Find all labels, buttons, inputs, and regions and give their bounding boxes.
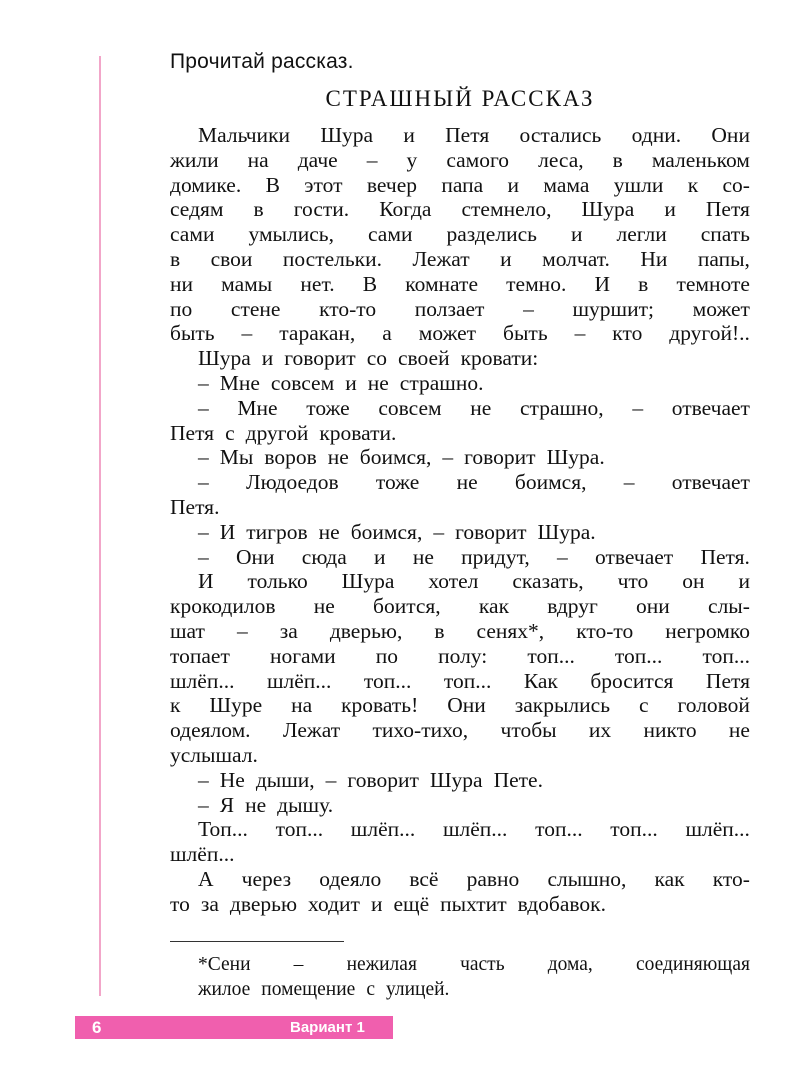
story-line: – Мы воров не боимся, – говорит Шура. (198, 445, 605, 470)
story-text (170, 123, 750, 917)
story-line: – Мне тоже совсем не страшно, – отвечает (198, 395, 750, 420)
story-line: топает ногами по полу: топ... топ... топ... (170, 643, 750, 668)
story-line: – Мне совсем и не страшно. (198, 370, 484, 395)
story-line: жили на даче – у самого леса, в маленьком (170, 147, 750, 172)
story-line: шат – за дверью, в сенях*, кто-то негромко (170, 618, 750, 643)
footnote-line: *Сени – нежилая часть дома, соединяющая (198, 954, 750, 975)
story-line: – Они сюда и не придут, – отвечает Петя. (198, 544, 750, 569)
story-line: Шура и говорит со своей кровати: (198, 346, 539, 371)
story-line: крокодилов не боится, как вдруг они слы- (170, 594, 750, 619)
story-title: СТРАШНЫЙ РАССКАЗ (325, 86, 595, 111)
story-line: – Не дыши, – говорит Шура Пете. (198, 767, 543, 792)
story-line: Мальчики Шура и Петя остались одни. Они (198, 123, 750, 147)
story-line: шлёп... (170, 842, 235, 867)
story-line: Топ... топ... шлёп... шлёп... топ... топ... шлёп... (198, 817, 750, 842)
footnote-divider (170, 941, 344, 942)
footnote-line: жилое помещение с улицей. (198, 979, 450, 1000)
story-line: И только Шура хотел сказать, что он и (198, 569, 750, 594)
story-line: быть – таракан, а может быть – кто другой!.. (170, 321, 750, 346)
story-line: к Шуре на кровать! Они закрылись с головой (170, 693, 750, 718)
story-line: ни мамы нет. В комнате темно. И в темноте (170, 271, 750, 296)
story-line: – И тигров не боимся, – говорит Шура. (198, 519, 596, 544)
page-margin-line (99, 56, 101, 996)
page-number: 6 (92, 1018, 102, 1037)
story-line: то за дверью ходит и ещё пыхтит вдобавок. (170, 891, 606, 916)
story-line: шлёп... шлёп... топ... топ... Как бросится Петя (170, 668, 750, 693)
story-line: – Людоедов тоже не боимся, – отвечает (198, 470, 750, 495)
story-line: по стене кто-то ползает – шуршит; может (170, 296, 750, 321)
task-instruction: Прочитай рассказ. (170, 50, 354, 73)
story-line: Петя. (170, 494, 220, 519)
story-line: седям в гости. Когда стемнело, Шура и Петя (170, 197, 750, 222)
story-line: сами умылись, сами разделись и легли спать (170, 222, 750, 247)
story-line: домике. В этот вечер папа и мама ушли к со- (170, 172, 750, 197)
story-line: услышал. (170, 742, 258, 767)
story-line: Петя с другой кровати. (170, 420, 397, 445)
story-line: А через одеяло всё равно слышно, как кто- (198, 866, 750, 891)
story-line: одеялом. Лежат тихо-тихо, чтобы их никто не (170, 718, 750, 743)
variant-label: Вариант 1 (290, 1019, 365, 1036)
story-line: в свои постельки. Лежат и молчат. Ни папы, (170, 246, 750, 271)
footnote (170, 952, 750, 1002)
story-line: – Я не дышу. (198, 792, 334, 817)
